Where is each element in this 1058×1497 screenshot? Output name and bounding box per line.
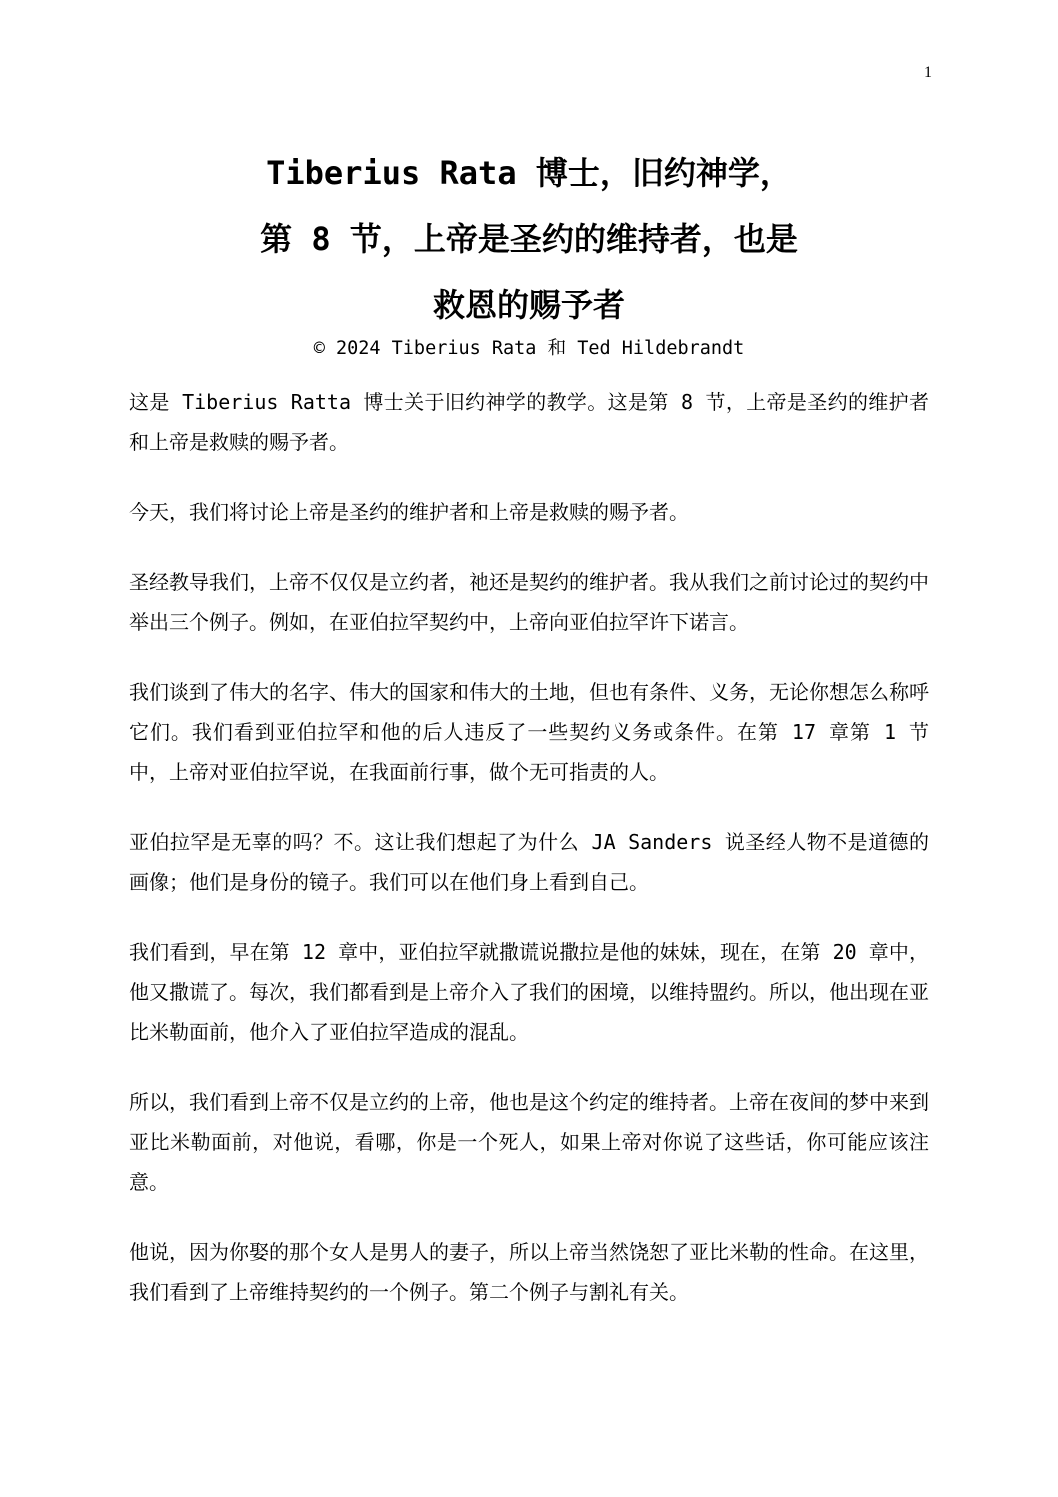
copyright-line: © 2024 Tiberius Rata 和 Ted Hildebrandt — [313, 338, 745, 359]
paragraph: 我们看到，早在第 12 章中，亚伯拉罕就撒谎说撒拉是他的妹妹，现在，在第 20 章中，他又撒谎了。每次，我们都看到是上帝介入了我们的困境，以维持盟约。所以，他出现在亚比米勒面前，他介入了亚伯拉罕造成的混乱。 — [129, 940, 929, 1044]
paragraph: 所以，我们看到上帝不仅是立约的上帝，他也是这个约定的维持者。上帝在夜间的梦中来到亚比米勒面前，对他说，看哪，你是一个死人，如果上帝对你说了这些话，你可能应该注意。 — [129, 1090, 929, 1194]
paragraph: 亚伯拉罕是无辜的吗？不。这让我们想起了为什么 JA Sanders 说圣经人物不是道德的画像；他们是身份的镜子。我们可以在他们身上看到自己。 — [129, 830, 929, 894]
paragraph: 他说，因为你娶的那个女人是男人的妻子，所以上帝当然饶恕了亚比米勒的性命。在这里，我们看到了上帝维持契约的一个例子。第二个例子与割礼有关。 — [129, 1240, 929, 1304]
page-number: 1 — [924, 64, 932, 81]
title-block — [129, 140, 929, 362]
body-text — [129, 382, 929, 1342]
title-line-3: 救恩的赐予者 — [432, 286, 625, 324]
title-line-1: Tiberius Rata 博士，旧约神学， — [266, 154, 792, 192]
paragraph: 今天，我们将讨论上帝是圣约的维护者和上帝是救赎的赐予者。 — [129, 500, 689, 524]
paragraph: 这是 Tiberius Ratta 博士关于旧约神学的教学。这是第 8 节，上帝是圣约的维护者和上帝是救赎的赐予者。 — [129, 390, 929, 454]
title-line-2: 第 8 节，上帝是圣约的维持者，也是 — [260, 220, 798, 258]
paragraph: 我们谈到了伟大的名字、伟大的国家和伟大的土地，但也有条件、义务，无论你想怎么称呼它们。我们看到亚伯拉罕和他的后人违反了一些契约义务或条件。在第 17 章第 1 节中，上帝对亚伯拉罕说，在我面前行事，做个无可指责的人。 — [129, 680, 929, 784]
paragraph: 圣经教导我们，上帝不仅仅是立约者，祂还是契约的维护者。我从我们之前讨论过的契约中举出三个例子。例如，在亚伯拉罕契约中，上帝向亚伯拉罕许下诺言。 — [129, 570, 929, 634]
